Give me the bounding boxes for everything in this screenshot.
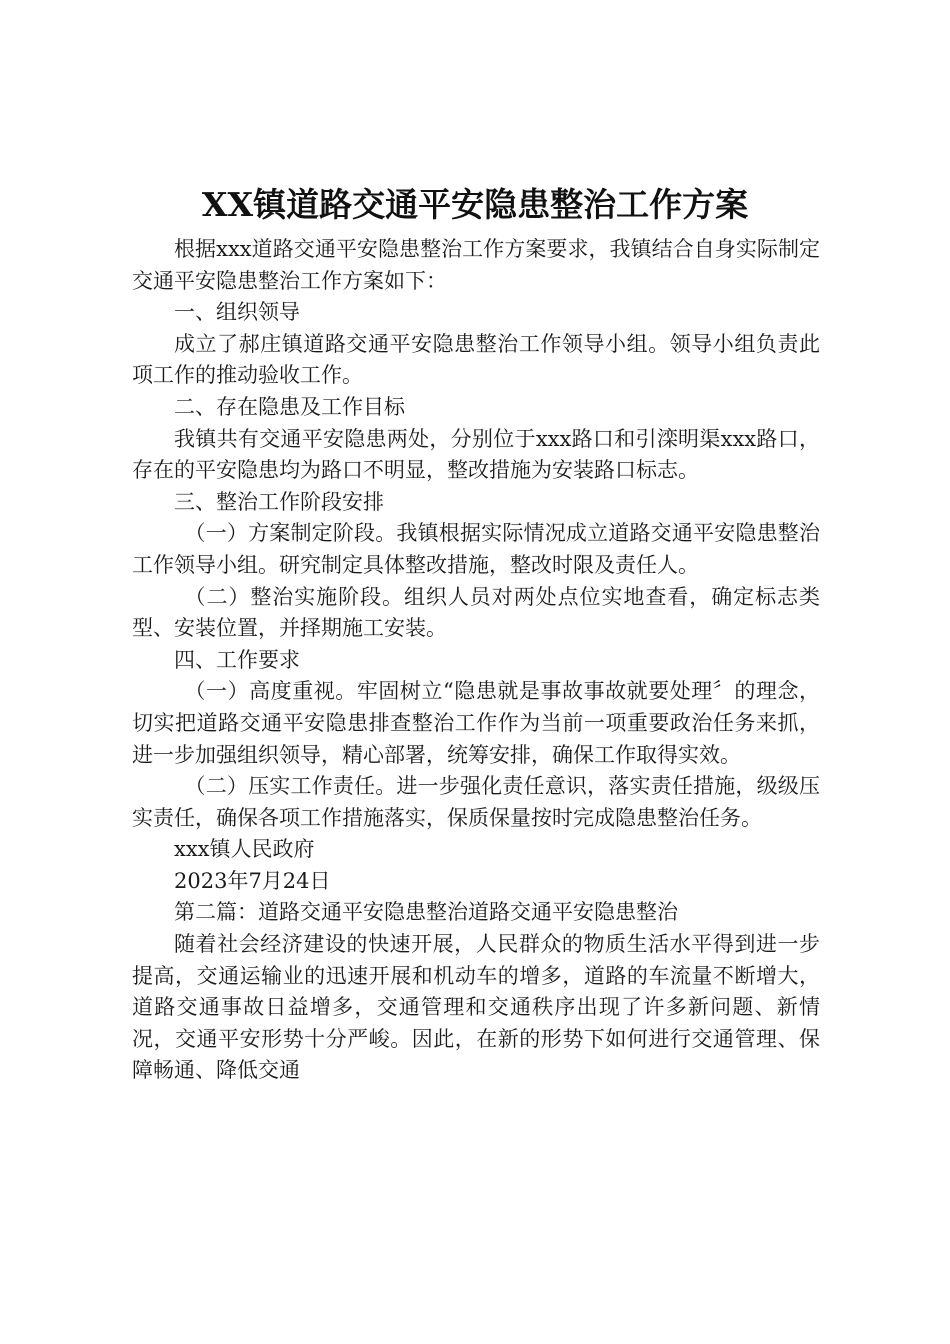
signature-date: 2023年7月24日 [174,868,331,893]
section-heading-phases: 三、整治工作阶段安排 [174,489,384,514]
paragraph-phase-implementation: （二）整治实施阶段。组织人员对两处点位实地查看，确定标志类型、安装位置，并择期施工安装。 [132,584,820,641]
paragraph-organization: 成立了郝庄镇道路交通平安隐患整治工作领导小组。领导小组负责此项工作的推动验收工作。 [132,331,820,388]
paragraph-hazards: 我镇共有交通平安隐患两处，分别位于xxx路口和引滦明渠xxx路口，存在的平安隐患均为路口不明显，整改措施为安装路口标志。 [132,426,820,483]
paragraph-phase-plan: （一）方案制定阶段。我镇根据实际情况成立道路交通平安隐患整治工作领导小组。研究制定具体整改措施，整改时限及责任人。 [132,521,820,577]
intro-paragraph: 根据xxx道路交通平安隐患整治工作方案要求，我镇结合自身实际制定交通平安隐患整治工作方案如下： [132,237,820,293]
document-title: XX镇道路交通平安隐患整治工作方案 [201,185,749,224]
section-heading-organization: 一、组织领导 [174,300,300,325]
section-heading-requirements: 四、工作要求 [174,647,300,672]
second-article-heading: 第二篇：道路交通平安隐患整治道路交通平安隐患整治 [174,900,678,925]
second-article-paragraph: 随着社会经济建设的快速开展，人民群众的物质生活水平得到进一步提高，交通运输业的迅速开展和机动车的增多，道路的车流量不断增大，道路交通事故日益增多，交通管理和交通秩序出现了许多新问题、新情况，交通平安形势十分严峻。因此，在新的形势下如何进行交通管理、保障畅通、降低交通 [132,932,820,1083]
section-heading-hazards: 二、存在隐患及工作目标 [174,394,405,419]
document-body [132,234,820,1087]
paragraph-requirement-responsibility: （二）压实工作责任。进一步强化责任意识，落实责任措施，级级压实责任，确保各项工作措施落实，保质保量按时完成隐患整治任务。 [132,774,820,830]
paragraph-requirement-priority: （一）高度重视。牢固树立“隐患就是事故事故就要处理〞的理念，切实把道路交通平安隐患排查整治工作作为当前一项重要政治任务来抓，进一步加强组织领导，精心部署，统筹安排，确保工作取得实效。 [132,679,820,767]
signature-organization: xxx镇人民政府 [174,837,315,862]
